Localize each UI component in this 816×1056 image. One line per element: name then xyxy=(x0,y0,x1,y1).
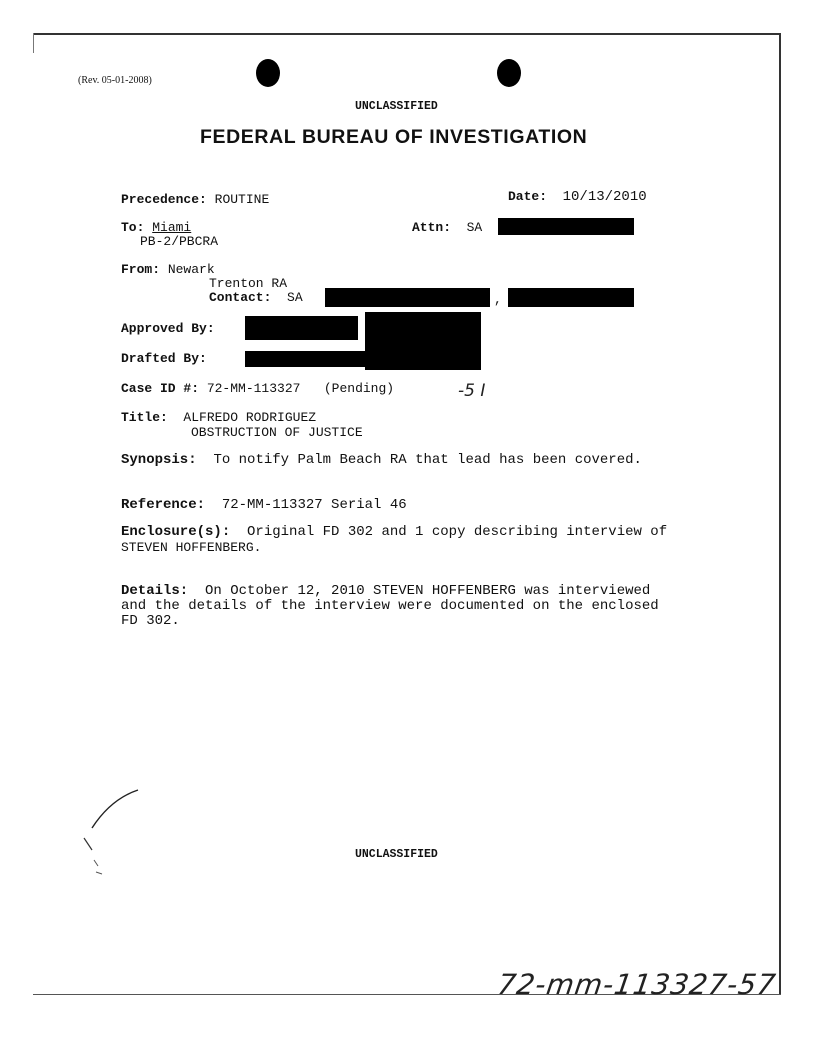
classification-bottom: UNCLASSIFIED xyxy=(355,848,438,861)
to-label: To: xyxy=(121,220,145,235)
attn-label: Attn: xyxy=(412,220,452,235)
contact-value: SA xyxy=(287,290,303,305)
to-office: Miami xyxy=(152,220,192,235)
contact-label: Contact: xyxy=(209,290,272,305)
attn-value: SA xyxy=(466,220,483,235)
handwritten-serial: -5 I xyxy=(458,381,486,401)
details-line3: FD 302. xyxy=(121,613,180,629)
reference-text: 72-MM-113327 Serial 46 xyxy=(221,497,407,513)
enclosures-line1: Original FD 302 and 1 copy describing interview of xyxy=(247,524,668,540)
reference-label: Reference: xyxy=(121,497,206,513)
punch-hole-right xyxy=(497,59,521,87)
precedence-value: ROUTINE xyxy=(214,192,270,207)
contact-comma: , xyxy=(494,292,502,307)
agency-title: FEDERAL BUREAU OF INVESTIGATION xyxy=(200,126,588,148)
enclosures-row xyxy=(121,524,667,540)
approved-by-label: Approved By: xyxy=(121,321,215,336)
case-id-label: Case ID #: xyxy=(121,381,200,396)
redaction-attn-name xyxy=(498,218,634,235)
redaction-contact-phone xyxy=(508,288,634,307)
details-label: Details: xyxy=(121,583,189,599)
case-id-row xyxy=(121,381,394,396)
details-row xyxy=(121,583,650,599)
title-label: Title: xyxy=(121,410,168,425)
enclosures-line2: STEVEN HOFFENBERG. xyxy=(121,540,262,555)
reference-row xyxy=(121,497,407,513)
redaction-signature-block xyxy=(365,312,481,370)
from-office: Newark xyxy=(167,262,215,277)
page-border-left xyxy=(33,33,34,53)
date-label: Date: xyxy=(508,189,548,204)
details-line1: On October 12, 2010 STEVEN HOFFENBERG was interviewed xyxy=(205,583,651,599)
redaction-drafted-by xyxy=(245,351,365,367)
title-row xyxy=(121,410,316,425)
attn-row xyxy=(412,220,482,235)
redaction-approved-by xyxy=(245,316,358,340)
classification-top: UNCLASSIFIED xyxy=(355,100,438,113)
from-label: From: xyxy=(121,262,161,277)
form-revision: (Rev. 05-01-2008) xyxy=(78,75,152,86)
to-row xyxy=(121,220,191,235)
synopsis-row xyxy=(121,452,642,468)
enclosures-label: Enclosure(s): xyxy=(121,524,231,540)
precedence-label: Precedence: xyxy=(121,192,207,207)
contact-row xyxy=(209,290,303,305)
title-line1: ALFREDO RODRIGUEZ xyxy=(183,410,317,425)
details-line2: and the details of the interview were documented on the enclosed xyxy=(121,598,659,614)
punch-hole-left xyxy=(256,59,280,87)
date-row xyxy=(508,189,647,205)
to-suboffice: PB-2/PBCRA xyxy=(140,234,219,249)
precedence-row xyxy=(121,192,269,207)
synopsis-text: To notify Palm Beach RA that lead has been covered. xyxy=(213,452,642,468)
page-border-right xyxy=(779,33,781,995)
from-row xyxy=(121,262,215,277)
from-suboffice: Trenton RA xyxy=(209,276,288,291)
handwritten-file-number: 72-mm-113327-57 xyxy=(495,968,779,1001)
case-id-value: 72-MM-113327 xyxy=(206,381,301,396)
redaction-contact-name xyxy=(325,288,490,307)
pen-stroke-marks xyxy=(80,780,160,880)
page-border-top xyxy=(33,33,781,35)
date-value: 10/13/2010 xyxy=(562,189,647,205)
synopsis-label: Synopsis: xyxy=(121,452,197,468)
title-line2: OBSTRUCTION OF JUSTICE xyxy=(191,425,363,440)
drafted-by-label: Drafted By: xyxy=(121,351,207,366)
case-status: (Pending) xyxy=(323,381,395,396)
